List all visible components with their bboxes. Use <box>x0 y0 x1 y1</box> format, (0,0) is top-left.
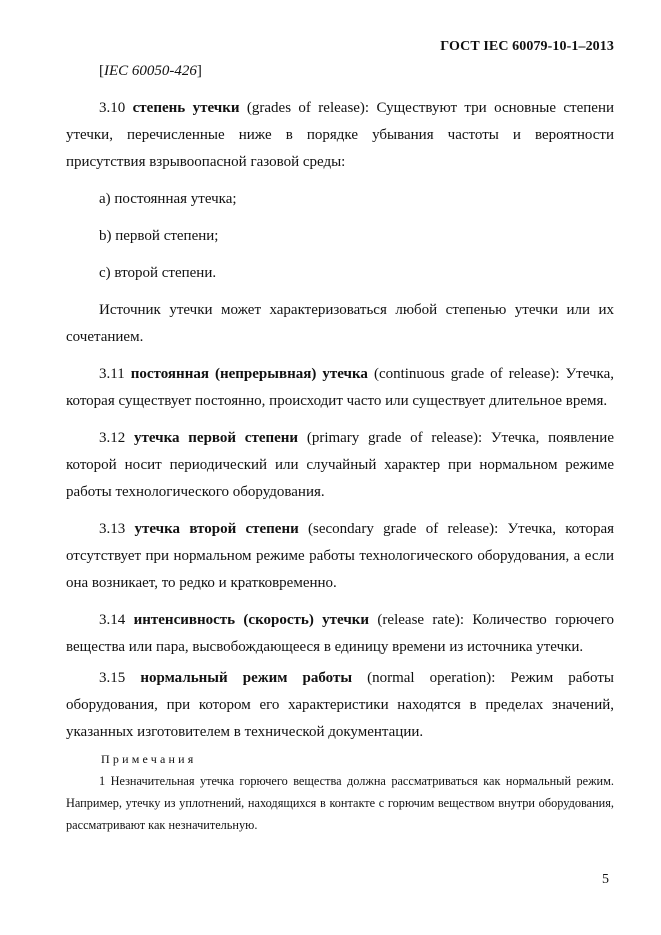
section-term: нормальный режим работы <box>140 670 353 686</box>
section-text: (release rate): Количество горючего вещества или пара, высвобождающееся в единицу времени из источника утечки. <box>66 612 614 655</box>
section-term: интенсивность (скорость) утечки <box>133 612 370 628</box>
section-3-10 <box>66 95 614 176</box>
document-header: ГОСТ IEC 60079-10-1–2013 <box>440 39 614 54</box>
ref-close: ] <box>196 63 202 79</box>
section-3-14 <box>66 607 614 661</box>
section-term: степень утечки <box>132 100 240 116</box>
section-3-13 <box>66 516 614 597</box>
section-text: (secondary grade of release): Утечка, которая отсутствует при нормальном режиме работы технологического оборудования, а если она возникает, то редко и кратковременно. <box>66 521 615 591</box>
section-number: 3.10 <box>99 100 126 116</box>
section-3-11 <box>66 361 614 415</box>
section-term: постоянная (непрерывная) утечка <box>130 366 368 382</box>
source-paragraph: Источник утечки может характеризоваться любой степенью утечки или их сочетанием. <box>66 302 614 345</box>
section-3-12 <box>66 425 614 506</box>
notes-heading: Примечания <box>101 752 197 766</box>
list-item: a) постоянная утечка; <box>99 191 237 207</box>
section-number: 3.13 <box>99 521 126 537</box>
section-text: (normal operation): Режим работы оборудования, при котором его характеристики находятся в пределах значений, указанных изготовителем в технической документации. <box>66 670 614 740</box>
page-number: 5 <box>602 872 609 887</box>
list-item: c) второй степени. <box>99 265 217 281</box>
section-text: (continuous grade of release): Утечка, которая существует постоянно, происходит часто или существует длительное время. <box>66 366 614 409</box>
section-number: 3.12 <box>99 430 126 446</box>
section-number: 3.15 <box>99 670 126 686</box>
note-item: 1 Незначительная утечка горючего вещества должна рассматриваться как нормальный режим. Например, утечку из уплотнений, находящихся в контакте с горючим веществом внутри оборудования, рассматривают как незначительную. <box>66 774 614 832</box>
document-body <box>66 58 614 836</box>
section-number: 3.11 <box>99 366 125 382</box>
reference-line <box>66 58 614 85</box>
section-text: (grades of release): Существуют три основные степени утечки, перечисленные ниже в порядке убывания частоты и вероятности присутствия взрывоопасной газовой среды: <box>66 100 614 170</box>
section-term: утечка второй степени <box>134 521 299 537</box>
ref-open: [ <box>99 63 104 79</box>
section-3-15 <box>66 665 614 746</box>
section-number: 3.14 <box>99 612 126 628</box>
list-item: b) первой степени; <box>99 228 219 244</box>
section-text: (primary grade of release): Утечка, появление которой носит периодический или случайный характер при нормальном режиме работы технологического оборудования. <box>66 430 614 500</box>
standard-reference: IEC 60050-426 <box>104 63 197 79</box>
section-term: утечка первой степени <box>134 430 299 446</box>
